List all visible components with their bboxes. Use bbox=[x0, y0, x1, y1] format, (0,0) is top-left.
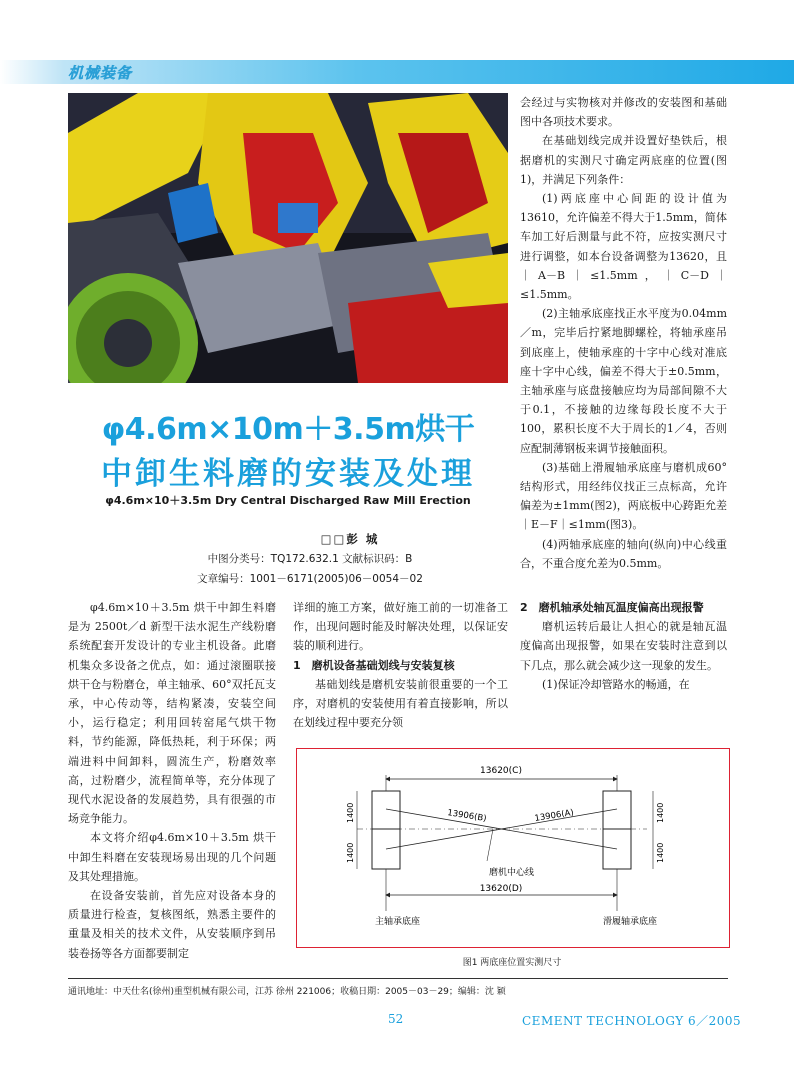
paragraph: (3)基础上滑履轴承底座与磨机成60°结构形式，用经纬仪找正三点标高，允许偏差为±1mm(图2)，两底板中心跨距允差｜E－F｜≤1mm(图3)。 bbox=[520, 460, 727, 532]
paragraph: 在设备安装前，首先应对设备本身的质量进行检查，复核图纸，熟悉主要件的重量及相关的技术文件，从安装顺序到吊装卷扬等各方面都要制定 bbox=[68, 889, 276, 960]
paragraph: 本文将介绍φ4.6m×10＋3.5m 烘干中卸生料磨在安装现场易出现的几个问题及其处理措施。 bbox=[68, 831, 276, 883]
paragraph: (2)主轴承底座找正水平度为0.04mm／m，完毕后拧紧地脚螺栓，将轴承座吊到底座上，使轴承座的十字中心线对准底座十字中心线，偏差不得大于±0.5mm，主轴承座与底盘接触应均为局部间隙不大于0.1，不接触的边缘每段长度不大于100，累积长度不大于周长的1／4，否则应配制薄钢板来调节接触面积。 bbox=[520, 307, 727, 455]
article-number: 文章编号：1001－6171(2005)06－0054－02 bbox=[197, 573, 423, 585]
footnote-divider bbox=[68, 978, 728, 979]
journal-name: CEMENT TECHNOLOGY 6／2005 bbox=[522, 1014, 742, 1028]
bottom-dimension-label: 13620(D) bbox=[479, 884, 523, 894]
diagonal-b-label: 13906(B) bbox=[446, 808, 488, 825]
centerline-label: 磨机中心线 bbox=[489, 868, 535, 878]
right-base-label: 滑履轴承底座 bbox=[603, 917, 658, 927]
english-title: φ4.6m×10＋3.5m Dry Central Discharged Raw Mill Erection bbox=[105, 494, 471, 507]
machine-gears-photo bbox=[68, 93, 508, 383]
body-column-3-continued bbox=[520, 598, 727, 694]
left-base-label: 主轴承底座 bbox=[375, 917, 421, 927]
article-title-line2: 中卸生料磨的安装及处理 bbox=[101, 456, 475, 492]
top-dimension-label: 13620(C) bbox=[480, 766, 522, 776]
left-bearing-base bbox=[372, 791, 400, 869]
paragraph: (4)两轴承底座的轴向(纵向)中心线重合，不重合度允差为0.5mm。 bbox=[520, 537, 727, 570]
page-number: 52 bbox=[388, 1012, 404, 1026]
diagonal-a-label: 13906(A) bbox=[533, 807, 575, 824]
left-dimension-1: 1400 bbox=[346, 802, 355, 823]
section-heading: 2 磨机轴承处轴瓦温度偏高出现报警 bbox=[520, 601, 704, 614]
section-heading: 1 磨机设备基础划线与安装复核 bbox=[293, 658, 455, 672]
paragraph: φ4.6m×10＋3.5m 烘干中卸生料磨是为 2500t／d 新型干法水泥生产线粉磨系统配套开发设计的专业主机设备。此磨机集众多设备之优点，如：通过滚圈联接烘干仓与粉磨仓，单主轴承、60°双托瓦支承，中心传动等，结构紧凑，安装空间小，运行稳定；利用回转窑尾气烘干物料，节约能源，降低热耗，利于环保；两端进料中间卸料，圆流生产，粉磨效率高，过粉磨少，流程简单等，充分体现了现代水泥设备的发展趋势，具有很强的市场竞争能力。 bbox=[68, 601, 276, 826]
right-dimension-1: 1400 bbox=[656, 802, 665, 823]
paragraph: (1)两底座中心间距的设计值为13610，允许偏差不得大于1.5mm，简体车加工好后测量与此不符，应按实测尺寸进行调整，如本台设备调整为13620，且｜A－B｜≤1.5mm，｜C－D｜≤1.5mm。 bbox=[520, 192, 727, 302]
right-bearing-base bbox=[603, 791, 631, 869]
body-column-2 bbox=[293, 598, 508, 732]
paragraph: 在基础划线完成并设置好垫铁后，根据磨机的实测尺寸确定两底座的位置(图1)，并满足下列条件： bbox=[520, 134, 727, 186]
article-title-line1: φ4.6m×10m＋3.5m烘干 bbox=[101, 412, 475, 447]
right-dimension-2: 1400 bbox=[656, 842, 665, 863]
left-dimension-2: 1400 bbox=[346, 842, 355, 863]
body-column-1 bbox=[68, 598, 276, 963]
figure-1-diagram bbox=[296, 748, 730, 948]
body-column-3 bbox=[520, 93, 727, 573]
classification-number: 中图分类号：TQ172.632.1 文献标识码：B bbox=[207, 553, 413, 565]
author: □□彭 城 bbox=[320, 532, 380, 546]
paragraph: (1)保证冷却管路水的畅通，在 bbox=[542, 677, 690, 691]
paragraph: 会经过与实物核对并修改的安装图和基础图中各项技术要求。 bbox=[520, 96, 727, 129]
section-label: 机械装备 bbox=[68, 64, 133, 82]
footnote: 通讯地址：中天仕名(徐州)重型机械有限公司，江苏 徐州 221006；收稿日期：2005－03－29；编辑：沈 颖 bbox=[68, 987, 506, 997]
figure-caption: 图1 两底座位置实测尺寸 bbox=[462, 958, 562, 968]
paragraph: 基础划线是磨机安装前很重要的一个工序，对磨机的安装使用有着直接影响，所以在划线过程中要充分领 bbox=[293, 677, 508, 730]
paragraph: 详细的施工方案，做好施工前的一切准备工作，出现问题时能及时解决处理，以保证安装的顺利进行。 bbox=[293, 601, 508, 653]
paragraph: 磨机运转后最让人担心的就是轴瓦温度偏高出现报警，如果在安装时注意到以下几点，那么就会减少这一现象的发生。 bbox=[520, 620, 727, 672]
